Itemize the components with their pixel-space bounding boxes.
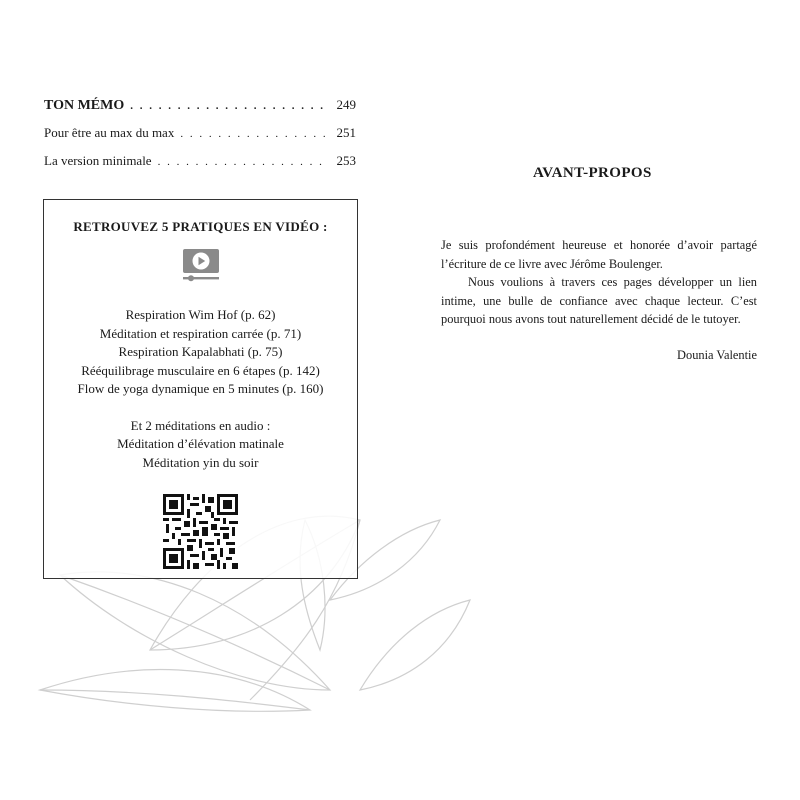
toc-entry-title: Pour être au max du max — [44, 125, 175, 140]
video-list — [44, 306, 357, 399]
toc-entry-title: La version minimale — [44, 153, 152, 168]
toc-entry — [44, 123, 356, 151]
toc-entry-page: 253 — [336, 153, 356, 168]
author-signature: Dounia Valentie — [677, 348, 757, 362]
audio-item: Méditation yin du soir — [142, 454, 259, 470]
video-play-icon — [182, 248, 220, 284]
video-item: Flow de yoga dynamique en 5 minutes (p. 160) — [77, 381, 324, 396]
toc-leader-dots — [180, 124, 328, 144]
qr-code-icon[interactable] — [163, 494, 238, 569]
foreword-paragraph: Je suis profondément heureuse et honorée d’avoir partagé l’écriture de ce livre avec Jérôme Boulenger. — [441, 238, 757, 271]
foreword-text — [441, 236, 757, 329]
audio-item: Méditation d’élévation matinale — [117, 436, 284, 451]
video-practices-box — [43, 199, 358, 579]
video-item: Méditation et respiration carrée (p. 71) — [99, 325, 302, 341]
toc-entry-page: 251 — [336, 125, 356, 140]
toc-entry — [44, 151, 356, 179]
toc-entry-page: 249 — [336, 97, 356, 112]
video-item: Respiration Kapalabhati (p. 75) — [118, 344, 283, 359]
foreword-paragraph: Nous voulions à travers ces pages développer un lien intime, une bulle de confiance avec chaque lecteur. C’est pourquoi nous avons tout naturellement décidé de le tutoyer. — [441, 275, 757, 327]
toc-entry-title: TON MÉMO — [44, 98, 125, 113]
toc-entry — [44, 95, 356, 123]
toc-leader-dots — [158, 152, 328, 172]
video-item: Respiration Wim Hof (p. 62) — [125, 307, 276, 322]
audio-list — [44, 435, 357, 472]
video-box-heading: RETROUVEZ 5 PRATIQUES EN VIDÉO : — [73, 219, 328, 234]
video-item: Rééquilibrage musculaire en 6 étapes (p. 142) — [81, 362, 320, 378]
table-of-contents — [44, 95, 356, 179]
foreword-title: AVANT-PROPOS — [533, 165, 652, 181]
audio-intro: Et 2 méditations en audio : — [130, 417, 271, 433]
toc-leader-dots — [130, 96, 328, 116]
